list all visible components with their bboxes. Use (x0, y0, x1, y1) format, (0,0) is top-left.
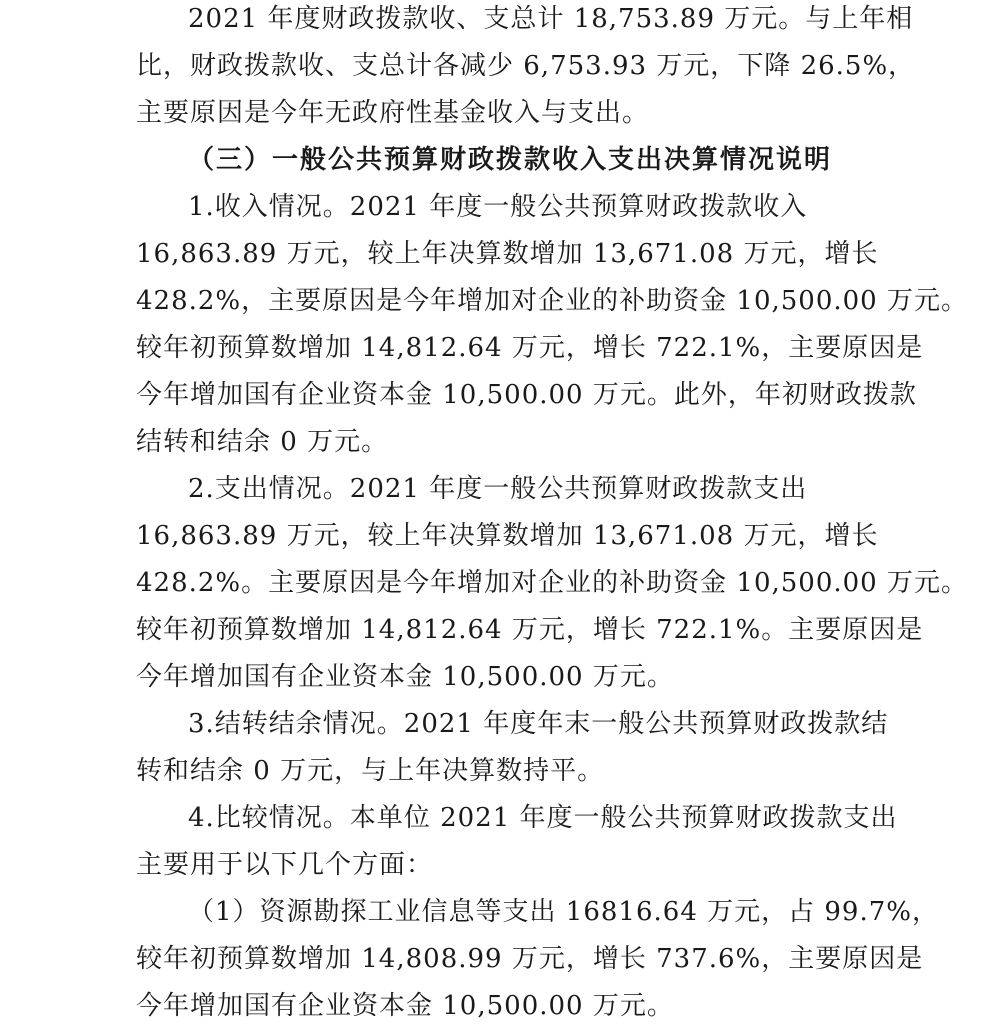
text-line: 今年增加国有企业资本金 10,500.00 万元。 (136, 991, 674, 1021)
text-line: 比，财政拨款收、支总计各减少 6,753.93 万元，下降 26.5%， (136, 51, 916, 81)
text-line: （1）资源勘探工业信息等支出 16816.64 万元，占 99.7%， (188, 897, 939, 927)
text-line: 3.结转结余情况。2021 年度年末一般公共预算财政拨款结 (188, 709, 889, 739)
text-line: 主要用于以下几个方面： (136, 850, 434, 880)
text-line: 16,863.89 万元，较上年决算数增加 13,671.08 万元，增长 (136, 239, 879, 269)
text-line: 今年增加国有企业资本金 10,500.00 万元。 (136, 662, 674, 692)
text-line: 较年初预算数增加 14,812.64 万元，增长 722.1%。主要原因是 (136, 615, 924, 645)
text-line: 16,863.89 万元，较上年决算数增加 13,671.08 万元，增长 (136, 521, 879, 551)
section-heading: （三）一般公共预算财政拨款收入支出决算情况说明 (188, 145, 833, 175)
text-line: 今年增加国有企业资本金 10,500.00 万元。此外，年初财政拨款 (136, 380, 917, 410)
text-line: 2021 年度财政拨款收、支总计 18,753.89 万元。与上年相 (188, 4, 914, 34)
text-line: 转和结余 0 万元，与上年决算数持平。 (136, 756, 605, 786)
text-line: 428.2%。主要原因是今年增加对企业的补助资金 10,500.00 万元。 (136, 568, 968, 598)
text-line: 主要原因是今年无政府性基金收入与支出。 (136, 98, 650, 128)
text-line: 2.支出情况。2021 年度一般公共预算财政拨款支出 (188, 474, 808, 504)
text-line: 结转和结余 0 万元。 (136, 427, 389, 457)
text-line: 较年初预算数增加 14,812.64 万元，增长 722.1%，主要原因是 (136, 333, 924, 363)
text-line: 较年初预算数增加 14,808.99 万元，增长 737.6%，主要原因是 (136, 944, 924, 974)
text-line: 4.比较情况。本单位 2021 年度一般公共预算财政拨款支出 (188, 803, 898, 833)
text-line: 1.收入情况。2021 年度一般公共预算财政拨款收入 (188, 192, 808, 222)
text-line: 428.2%，主要原因是今年增加对企业的补助资金 10,500.00 万元。 (136, 286, 968, 316)
